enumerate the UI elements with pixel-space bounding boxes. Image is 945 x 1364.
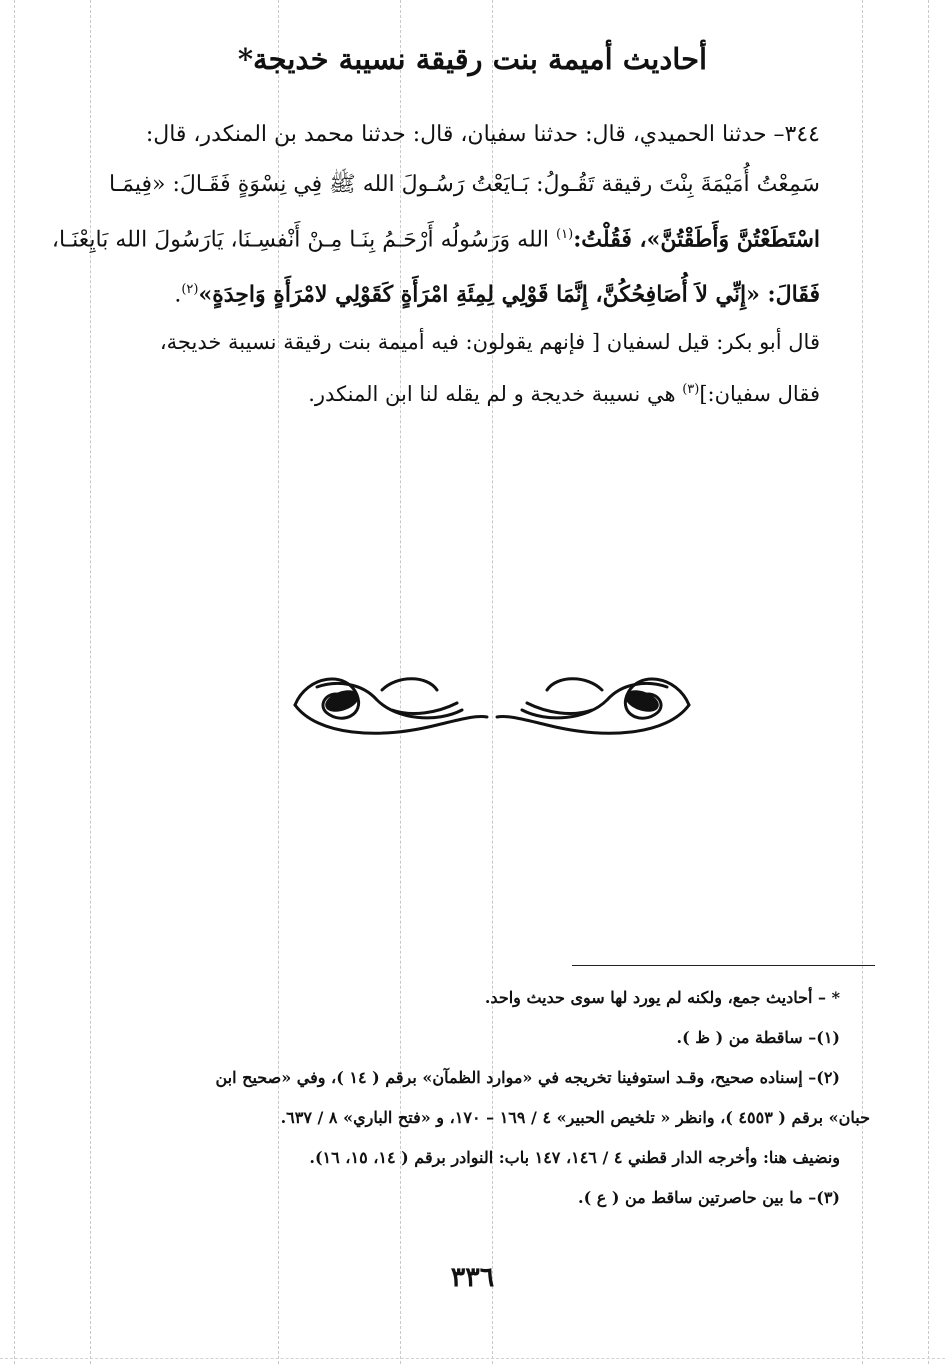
hadith-quote: اسْتَطَعْتُنَّ وَأَطَقْتُنَّ»، فَقُلْتُ: (573, 226, 820, 253)
narration-line-text: فقال سفيان:] (699, 382, 820, 406)
page-title: أحاديث أميمة بنت رقيقة نسيبة خديجة* (237, 42, 708, 76)
hadith-quote: فَقَالَ: «إِنِّي لاَ أُصَافِحُكُنَّ، إِنَّمَا قَوْلِي لِمِئَةِ امْرَأَةٍ كَقَوْلِي لامْرَأَةٍ وَاحِدَةٍ» (198, 281, 820, 308)
narration-text (159, 318, 820, 418)
hadith-line (51, 210, 820, 265)
footnote-ref[interactable]: (١) (556, 227, 574, 242)
footnote-item: * – أحاديث جمع، ولكنه لم يورد لها سوى حديث واحد. (484, 988, 840, 1007)
footnotes (70, 978, 870, 1218)
narration-line (200, 366, 820, 418)
narration-line: قال أبو بكر: قيل لسفيان [ فإنهم يقولون: فيه أميمة بنت رقيقة نسيبة خديجة، (159, 330, 820, 354)
footnote-item: ونضيف هنا: وأخرجه الدار قطني ٤ / ١٤٦، ١٤٧ باب: النوادر برقم ( ١٤، ١٥، ١٦). (309, 1148, 840, 1167)
decorative-ornament-icon (287, 665, 697, 745)
footnote-divider (572, 965, 875, 966)
hadith-line-text: الله وَرَسُولُه أَرْحَـمُ بِنَـا مِـنْ أَنْفسِـنَا، يَارَسُولَ الله بَايِعْنَـا، (51, 227, 557, 253)
guide-line (928, 0, 929, 1364)
page-number: ٣٣٦ (450, 1262, 495, 1293)
narration-line-text: هي نسيبة خديجة و لم يقله لنا ابن المنكدر. (308, 382, 683, 406)
footnote-ref[interactable]: (٢) (181, 282, 199, 298)
hadith-line (109, 160, 820, 210)
hadith-line (150, 265, 820, 320)
hadith-line-end: . (174, 282, 182, 308)
hadith-line: ٣٤٤– حدثنا الحميدي، قال: حدثنا سفيان، قال: حدثنا محمد بن المنكدر، قال: (145, 122, 820, 147)
guide-line (14, 0, 15, 1364)
hadith-text (51, 110, 820, 321)
footnote-ref[interactable]: (٣) (682, 382, 700, 397)
footnote-item: (٢)– إسناده صحيح، وقـد استوفينا تخريجه في «موارد الظمآن» برقم ( ١٤ )، وفي «صحيح ابن (215, 1068, 840, 1087)
footnote-item: (١)– ساقطة من ( ظ ). (676, 1028, 840, 1047)
guide-line (0, 1358, 945, 1359)
footnote-item: (٣)– ما بين حاصرتين ساقط من ( ع ). (578, 1188, 840, 1207)
hadith-line-text: سَمِعْتُ أُمَيْمَةَ بِنْتَ رقيقة تَقُـولُ: بَـايَعْتُ رَسُـولَ الله ﷺ فِي نِسْوَةٍ فَقَـالَ: «فِيمَـا (109, 172, 820, 197)
footnote-item: حبان» برقم ( ٤٥٥٣ )، وانظر « تلخيص الحبير» ٤ / ١٦٩ – ١٧٠، و «فتح الباري» ٨ / ٦٣٧. (280, 1108, 870, 1127)
